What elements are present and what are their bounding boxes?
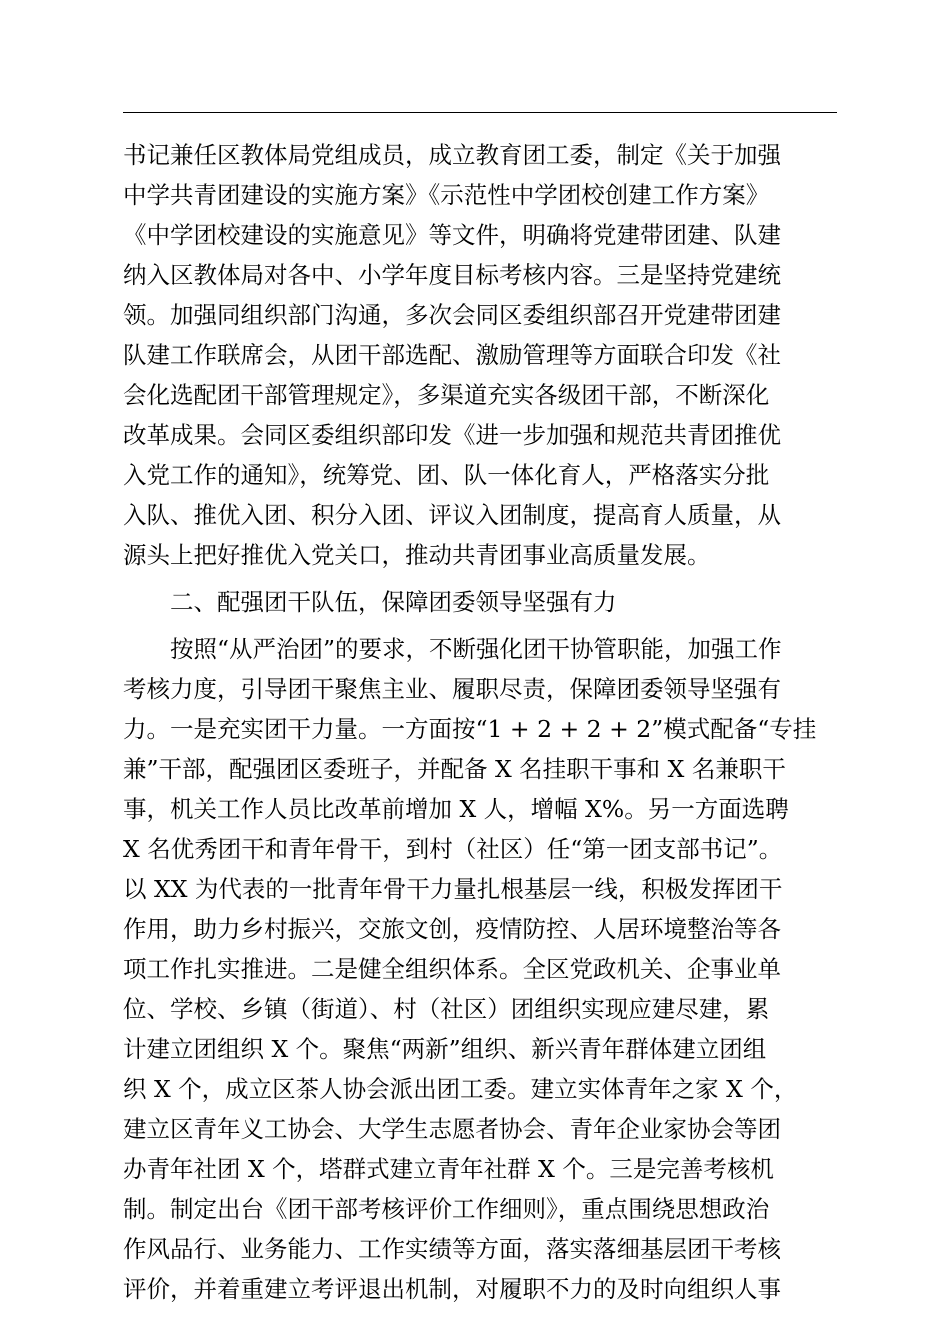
text-line: X 名优秀团干和青年骨干，到村（社区）任“第一团支部书记”。 — [123, 835, 783, 863]
text-line: 计建立团组织 X 个。聚焦“两新”组织、新兴青年群体建立团组 — [123, 1035, 767, 1063]
text-line: 评价，并着重建立考评退出机制，对履职不力的及时向组织人事 — [123, 1275, 781, 1303]
text-line: 办青年社团 X 个，塔群式建立青年社群 X 个。三是完善考核机 — [123, 1155, 774, 1183]
text-line: 建立区青年义工协会、大学生志愿者协会、青年企业家协会等团 — [123, 1115, 781, 1143]
paragraph-1 — [123, 135, 837, 575]
text-line: 位、学校、乡镇（街道）、村（社区）团组织实现应建尽建，累 — [123, 995, 770, 1023]
text-line: 兼”干部，配强团区委班子，并配备 X 名挂职干事和 X 名兼职干 — [123, 755, 786, 783]
section-heading: 二、配强团干队伍，保障团委领导坚强有力 — [170, 588, 617, 616]
text-line: 会化选配团干部管理规定》，多渠道充实各级团干部，不断深化 — [123, 381, 770, 409]
text-line: 以 XX 为代表的一批青年骨干力量扎根基层一线，积极发挥团干 — [123, 875, 783, 903]
document-body — [123, 135, 837, 1309]
text-line: 项工作扎实推进。二是健全组织体系。全区党政机关、企事业单 — [123, 955, 781, 983]
text-line: 领。加强同组织部门沟通，多次会同区委组织部召开党建带团建 — [123, 301, 781, 329]
text-line: 考核力度，引导团干聚焦主业、履职尽责，保障团委领导坚强有 — [123, 675, 781, 703]
text-line: 《中学团校建设的实施意见》等文件，明确将党建带团建、队建 — [123, 221, 781, 249]
text-line: 纳入区教体局对各中、小学年度目标考核内容。三是坚持党建统 — [123, 261, 781, 289]
text-line: 按照“从严治团”的要求，不断强化团干协管职能，加强工作 — [170, 635, 782, 663]
text-line: 入队、推优入团、积分入团、评议入团制度，提高育人质量，从 — [123, 501, 781, 529]
paragraph-2 — [123, 629, 837, 1309]
text-line: 书记兼任区教体局党组成员，成立教育团工委，制定《关于加强 — [123, 141, 781, 169]
text-line: 中学共青团建设的实施方案》《示范性中学团校创建工作方案》 — [123, 181, 770, 209]
text-line: 事，机关工作人员比改革前增加 X 人，增幅 X%。另一方面选聘 — [123, 795, 789, 823]
text-line: 队建工作联席会，从团干部选配、激励管理等方面联合印发《社 — [123, 341, 781, 369]
text-line: 制。制定出台《团干部考核评价工作细则》，重点围绕思想政治 — [123, 1195, 770, 1223]
text-line: 源头上把好推优入党关口，推动共青团事业高质量发展。 — [123, 541, 711, 569]
header-rule — [123, 112, 837, 113]
text-line: 作用，助力乡村振兴，交旅文创，疫情防控、人居环境整治等各 — [123, 915, 781, 943]
text-line: 改革成果。会同区委组织部印发《进一步加强和规范共青团推优 — [123, 421, 781, 449]
text-line: 入党工作的通知》，统筹党、团、队一体化育人，严格落实分批 — [123, 461, 770, 489]
text-line: 织 X 个，成立区茶人协会派出团工委。建立实体青年之家 X 个， — [123, 1075, 798, 1103]
text-line: 力。一是充实团干力量。一方面按“1 + 2 + 2 + 2”模式配备“专挂 — [123, 715, 817, 743]
text-line: 作风品行、业务能力、工作实绩等方面，落实落细基层团干考核 — [123, 1235, 781, 1263]
